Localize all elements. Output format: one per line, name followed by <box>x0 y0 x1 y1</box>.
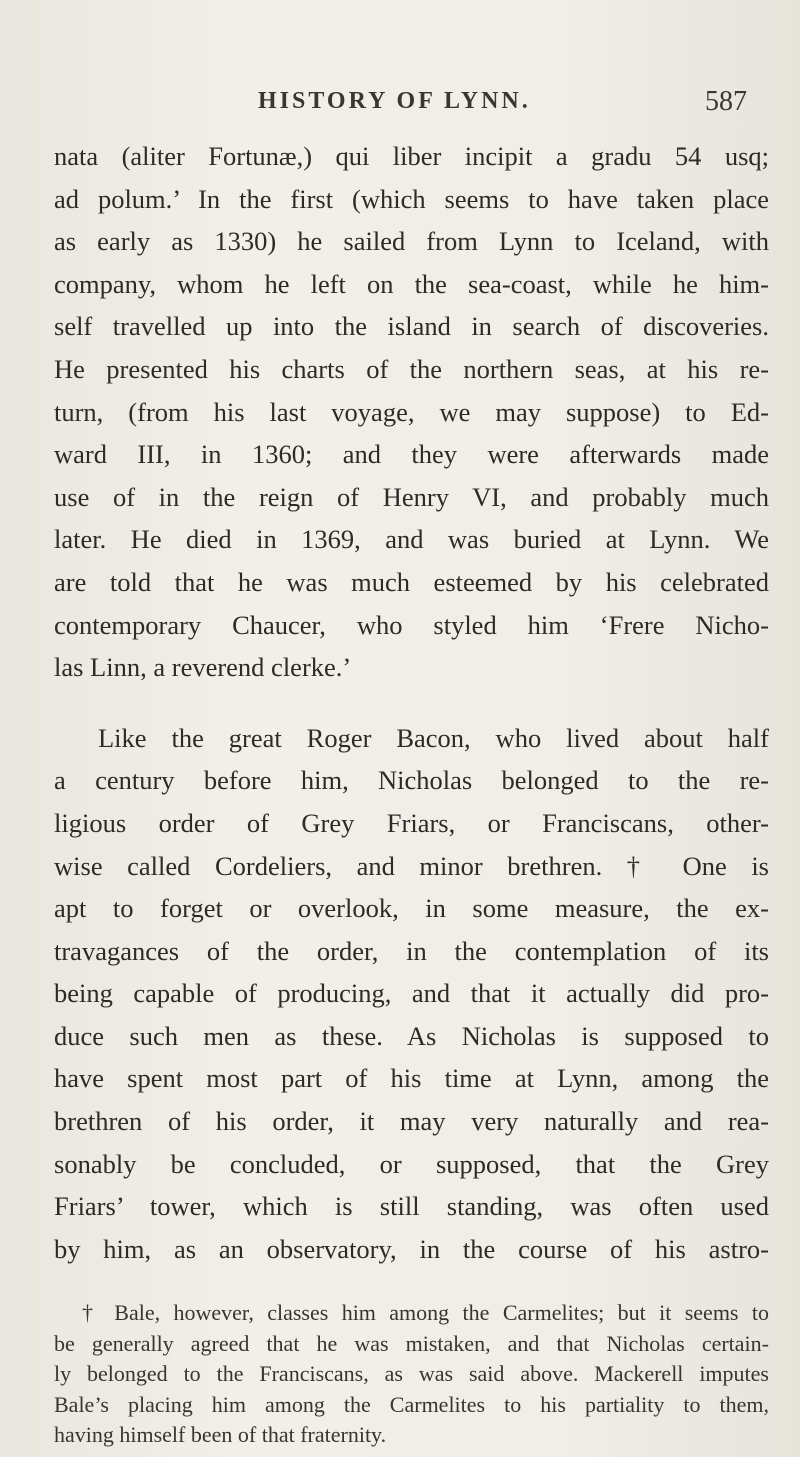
text-line: travagances of the order, in the contemplation of its <box>54 935 769 966</box>
footnote-line: having himself been of that fraternity. <box>54 1422 387 1447</box>
footnote-line: ly belonged to the Franciscans, as was said above. Mackerell imputes <box>54 1361 769 1386</box>
paragraph-gap <box>54 689 769 717</box>
text-line: ligious order of Grey Friars, or Franciscans, other- <box>54 807 769 838</box>
footnote-line: Bale’s placing him among the Carmelites to his partiality to them, <box>54 1391 769 1417</box>
text-line: use of in the reign of Henry VI, and probably much <box>54 481 769 512</box>
text-line: company, whom he left on the sea-coast, while he him- <box>54 268 769 299</box>
footnote-line: † Bale, however, classes him among the Carmelites; but it seems to <box>82 1300 769 1325</box>
text-line: ad polum.’ In the first (which seems to have taken place <box>54 183 769 214</box>
text-line: Friars’ tower, which is still standing, was often used <box>54 1191 769 1222</box>
text-line: turn, (from his last voyage, we may suppose) to Ed- <box>54 396 769 427</box>
text-line: las Linn, a reverend clerke.’ <box>54 652 352 683</box>
text-line: apt to forget or overlook, in some measure, the ex- <box>54 893 769 924</box>
text-line: sonably be concluded, or supposed, that the Grey <box>54 1148 769 1179</box>
text-line: wise called Cordeliers, and minor brethren. † One is <box>54 850 769 881</box>
footnote <box>54 1298 769 1451</box>
paragraph <box>54 135 769 689</box>
text-line: later. He died in 1369, and was buried at Lynn. We <box>54 524 769 555</box>
footnote-line: be generally agreed that he was mistaken, and that Nicholas certain- <box>54 1330 769 1356</box>
text-line: duce such men as these. As Nicholas is supposed to <box>54 1020 769 1051</box>
text-line: Like the great Roger Bacon, who lived about half <box>98 722 769 753</box>
text-line: being capable of producing, and that it actually did pro- <box>54 978 769 1009</box>
text-line: He presented his charts of the northern seas, at his re- <box>54 353 769 384</box>
text-line: self travelled up into the island in search of discoveries. <box>54 311 769 342</box>
page-number: 587 <box>705 86 747 117</box>
paragraph <box>54 717 769 1271</box>
text-line: have spent most part of his time at Lynn, among the <box>54 1063 769 1094</box>
text-line: a century before him, Nicholas belonged to the re- <box>54 765 769 796</box>
text-line: by him, as an observatory, in the course of his astro- <box>54 1233 769 1264</box>
running-head: HISTORY OF LYNN. <box>258 88 531 114</box>
page-header <box>0 88 800 128</box>
text-line: contemporary Chaucer, who styled him ‘Frere Nicho- <box>54 609 769 640</box>
text-line: are told that he was much esteemed by his celebrated <box>54 566 769 597</box>
text-line: as early as 1330) he sailed from Lynn to Iceland, with <box>54 226 769 257</box>
body-text <box>54 135 769 1270</box>
text-line: nata (aliter Fortunæ,) qui liber incipit a gradu 54 usq; <box>54 141 769 171</box>
text-line: brethren of his order, it may very naturally and rea- <box>54 1106 769 1137</box>
text-line: ward III, in 1360; and they were afterwards made <box>54 439 769 470</box>
